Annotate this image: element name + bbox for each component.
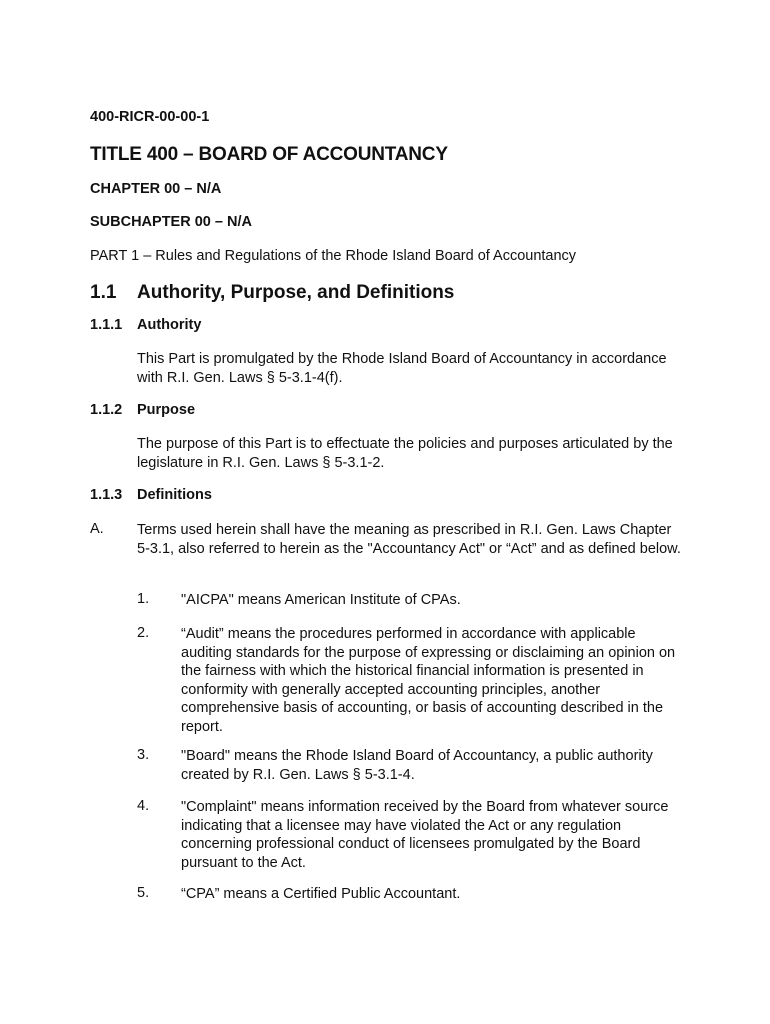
definition-text: “CPA” means a Certified Public Accountant.: [181, 886, 461, 902]
definition-number: 2.: [137, 625, 150, 641]
definition-text: "Board" means the Rhode Island Board of Accountancy, a public authority created by R.I. Gen. Laws § 5-3.1-4.: [181, 748, 653, 783]
subsection-number-definitions: 1.1.3: [90, 487, 123, 503]
definition-text: "Complaint" means information received by the Board from whatever source indicating that a licensee may have violated the Act or any regulation concerning professional conduct of licensees promulgated by the Board pursuant to the Act.: [181, 799, 669, 871]
subchapter-heading: SUBCHAPTER 00 – N/A: [90, 214, 252, 230]
purpose-paragraph: The purpose of this Part is to effectuate the policies and purposes articulated by the legislature in R.I. Gen. Laws § 5-3.1-2.: [137, 436, 673, 471]
definition-number: 5.: [137, 885, 150, 901]
document-title: TITLE 400 – BOARD OF ACCOUNTANCY: [90, 144, 448, 165]
definitions-intro-paragraph: Terms used herein shall have the meaning as prescribed in R.I. Gen. Laws Chapter 5-3.1, also referred to herein as the "Accountancy Act" or “Act” and as defined below.: [137, 522, 681, 557]
document-id: 400-RICR-00-00-1: [90, 109, 210, 125]
subsection-number-authority: 1.1.1: [90, 317, 123, 333]
section-title: Authority, Purpose, and Definitions: [137, 282, 455, 303]
subsection-title-authority: Authority: [137, 317, 202, 333]
subsection-number-purpose: 1.1.2: [90, 402, 123, 418]
subsection-title-definitions: Definitions: [137, 487, 212, 503]
chapter-heading: CHAPTER 00 – N/A: [90, 181, 222, 197]
definition-number: 1.: [137, 591, 150, 607]
part-heading: PART 1 – Rules and Regulations of the Rhode Island Board of Accountancy: [90, 248, 577, 264]
definition-text: "AICPA" means American Institute of CPAs.: [181, 592, 461, 608]
definition-text: “Audit” means the procedures performed in accordance with applicable auditing standards for the purpose of expressing or disclaiming an opinion on the fairness with which the historical financial information is presented in conformity with generally accepted accounting principles, another comprehensive basis of accounting, or basis of accounting described in the report.: [181, 626, 676, 735]
section-number: 1.1: [90, 282, 117, 303]
definition-number: 4.: [137, 798, 150, 814]
subsection-title-purpose: Purpose: [137, 402, 196, 418]
definition-number: 3.: [137, 747, 150, 763]
authority-paragraph: This Part is promulgated by the Rhode Island Board of Accountancy in accordance with R.I. Gen. Laws § 5-3.1-4(f).: [137, 351, 667, 386]
definitions-intro-letter: A.: [90, 521, 104, 537]
